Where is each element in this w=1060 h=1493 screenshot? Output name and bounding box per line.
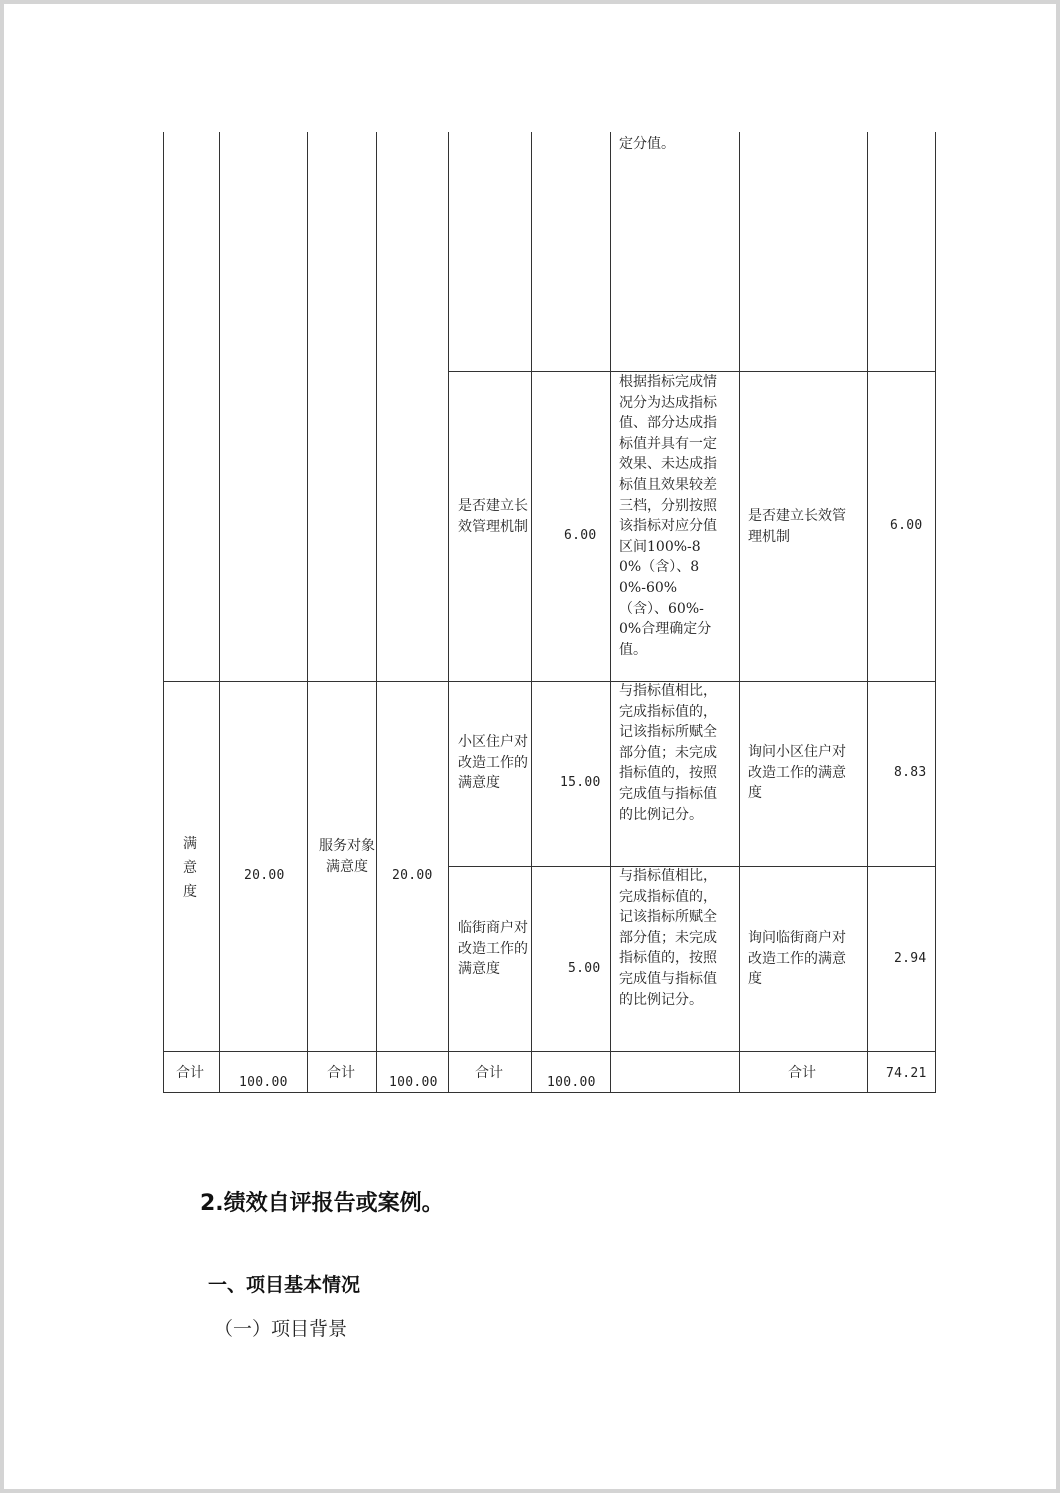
- indicator-score: 8.83: [894, 765, 927, 780]
- section-subtitle: 一、项目基本情况: [208, 1274, 361, 1296]
- total-score: 74.21: [886, 1066, 927, 1081]
- indicator-weight: 5.00: [568, 961, 601, 976]
- indicator-name: 临街商户对改造工作的满意度: [458, 920, 528, 978]
- section-subsubtitle: （一）项目背景: [214, 1318, 348, 1340]
- total-label: 合计: [475, 1065, 503, 1081]
- total-label: 合计: [176, 1065, 204, 1081]
- section-title: 2.绩效自评报告或案例。: [200, 1191, 444, 1216]
- indicator-score: 6.00: [890, 518, 923, 533]
- scoring-method: 与指标值相比，完成指标值的，记该指标所赋全部分值；未完成指标值的，按照完成值与指标值的比例记分。: [619, 683, 717, 823]
- indicator-score: 2.94: [894, 951, 927, 966]
- evidence-basis: 询问小区住户对改造工作的满意度: [748, 744, 846, 802]
- table-grid: [4, 4, 1056, 1104]
- scoring-method: 与指标值相比，完成指标值的，记该指标所赋全部分值；未完成指标值的，按照完成值与指标值的比例记分。: [619, 868, 717, 1008]
- total-label: 合计: [788, 1065, 816, 1081]
- total-label: 合计: [327, 1065, 355, 1081]
- level2-weight: 20.00: [392, 868, 433, 883]
- scoring-method: 根据指标完成情况分为达成指标值、部分达成指标值并具有一定效果、未达成指标值且效果较差三档，分别按照该指标对应分值区间100%-80%（含）、80%-60%（含）、60%-0%合理确定分值。: [619, 374, 717, 658]
- total-value: 100.00: [389, 1075, 438, 1090]
- indicator-name: 是否建立长效管理机制: [458, 498, 528, 535]
- document-page: [4, 4, 1056, 1489]
- scoring-method-tail: 定分值。: [619, 136, 675, 152]
- indicator-weight: 6.00: [564, 528, 597, 543]
- evidence-basis: 是否建立长效管理机制: [748, 508, 846, 545]
- evidence-basis: 询问临街商户对改造工作的满意度: [748, 930, 846, 988]
- indicator-name: 小区住户对改造工作的满意度: [458, 734, 528, 792]
- total-value: 100.00: [547, 1075, 596, 1090]
- indicator-weight: 15.00: [560, 775, 601, 790]
- level1-indicator: 满意度: [183, 836, 197, 900]
- level1-weight: 20.00: [244, 868, 285, 883]
- total-value: 100.00: [239, 1075, 288, 1090]
- level2-indicator: 服务对象满意度: [319, 838, 375, 875]
